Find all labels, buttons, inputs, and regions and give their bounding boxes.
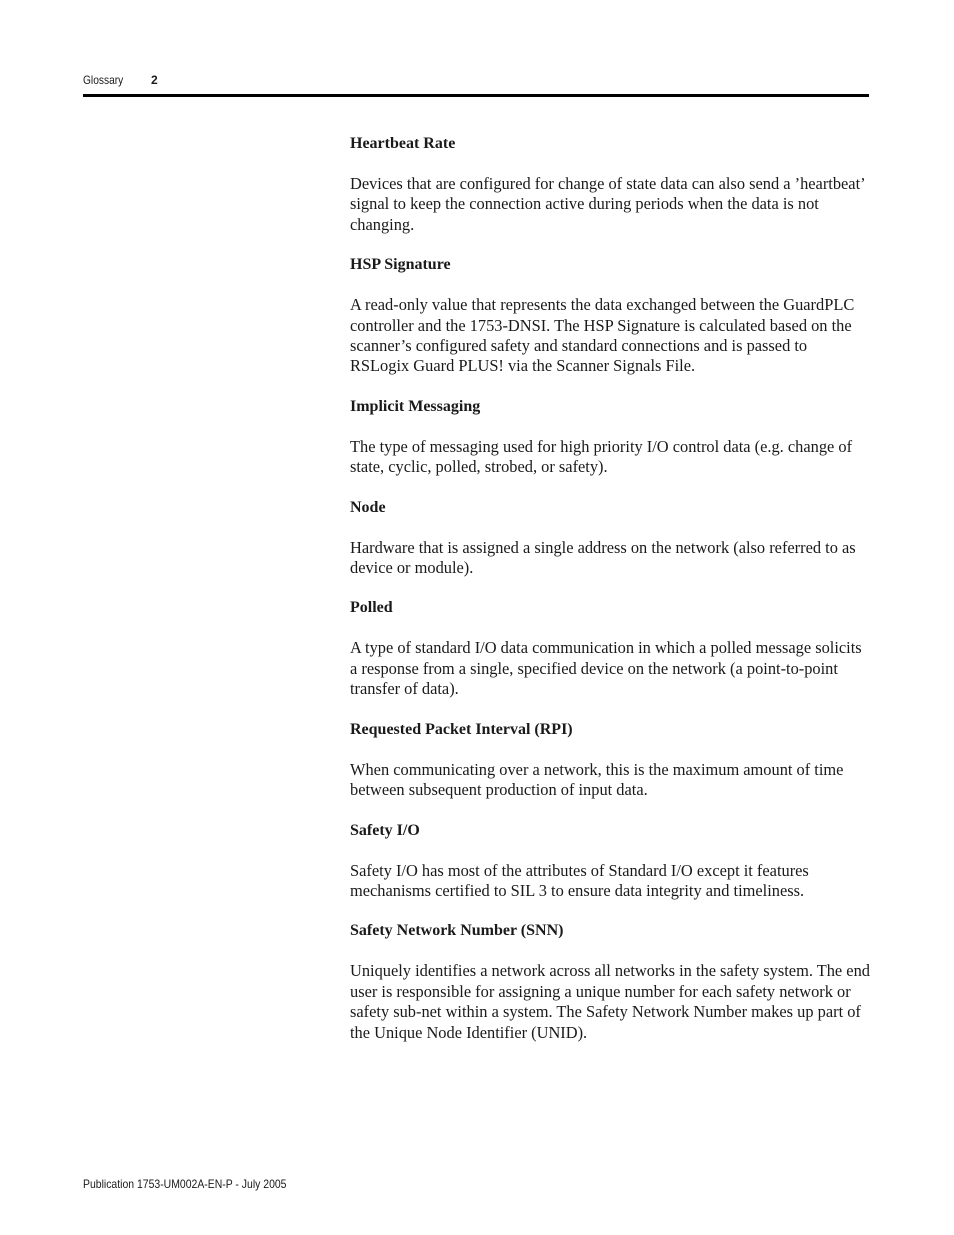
glossary-entry: [350, 498, 870, 579]
glossary-definition: Safety I/O has most of the attributes of Standard I/O except it features mechanisms certified to SIL 3 to ensure data integrity and timeliness.: [350, 860, 809, 900]
page-number: 2: [151, 73, 158, 87]
glossary-entry: [350, 720, 870, 801]
section-title: Glossary: [83, 73, 124, 87]
glossary-definition: The type of messaging used for high priority I/O control data (e.g. change of state, cyclic, polled, strobed, or safety).: [350, 436, 853, 477]
glossary-entry: [350, 921, 870, 1043]
glossary-content: [350, 134, 870, 1063]
glossary-definition: Devices that are configured for change of state data can also send a ’heartbeat’ signal to keep the connection active during periods when the data is not changing.: [350, 174, 865, 234]
page-header: [83, 72, 158, 88]
glossary-term: HSP Signature: [350, 256, 451, 274]
glossary-definition: A type of standard I/O data communication in which a polled message solicits a response from a single, specified device on the network (a point-to-point transfer of data).: [350, 638, 862, 699]
glossary-term: Requested Packet Interval (RPI): [350, 720, 573, 738]
glossary-term: Heartbeat Rate: [350, 135, 456, 152]
glossary-definition: A read-only value that represents the data exchanged between the GuardPLC controller and the 1753-DNSI. The HSP Signature is calculated based on the scanner’s configured safety and standard connections and is passed to RSLogix Guard PLUS! via the Scanner Signals File.: [350, 295, 855, 376]
glossary-term: Node: [350, 498, 386, 516]
glossary-entry: [350, 397, 870, 478]
glossary-entry: [350, 255, 870, 377]
glossary-definition: Uniquely identifies a network across all networks in the safety system. The end user is responsible for assigning a unique number for each safety network or safety sub-net within a system. The Safety Network Number makes up part of the Unique Node Identifier (UNID).: [350, 961, 870, 1042]
publication-footer: Publication 1753-UM002A-EN-P - July 2005: [83, 1177, 287, 1191]
glossary-definition: Hardware that is assigned a single address on the network (also referred to as device or module).: [350, 537, 856, 578]
glossary-definition: When communicating over a network, this is the maximum amount of time between subsequent production of input data.: [350, 759, 844, 800]
glossary-term: Safety I/O: [350, 821, 420, 839]
glossary-entry: [350, 598, 870, 699]
glossary-term: Implicit Messaging: [350, 397, 481, 415]
glossary-entry: [350, 134, 870, 235]
glossary-entry: [350, 821, 870, 902]
glossary-term: Polled: [350, 599, 393, 617]
glossary-term: Safety Network Number (SNN): [350, 922, 564, 940]
header-rule: [83, 94, 869, 97]
